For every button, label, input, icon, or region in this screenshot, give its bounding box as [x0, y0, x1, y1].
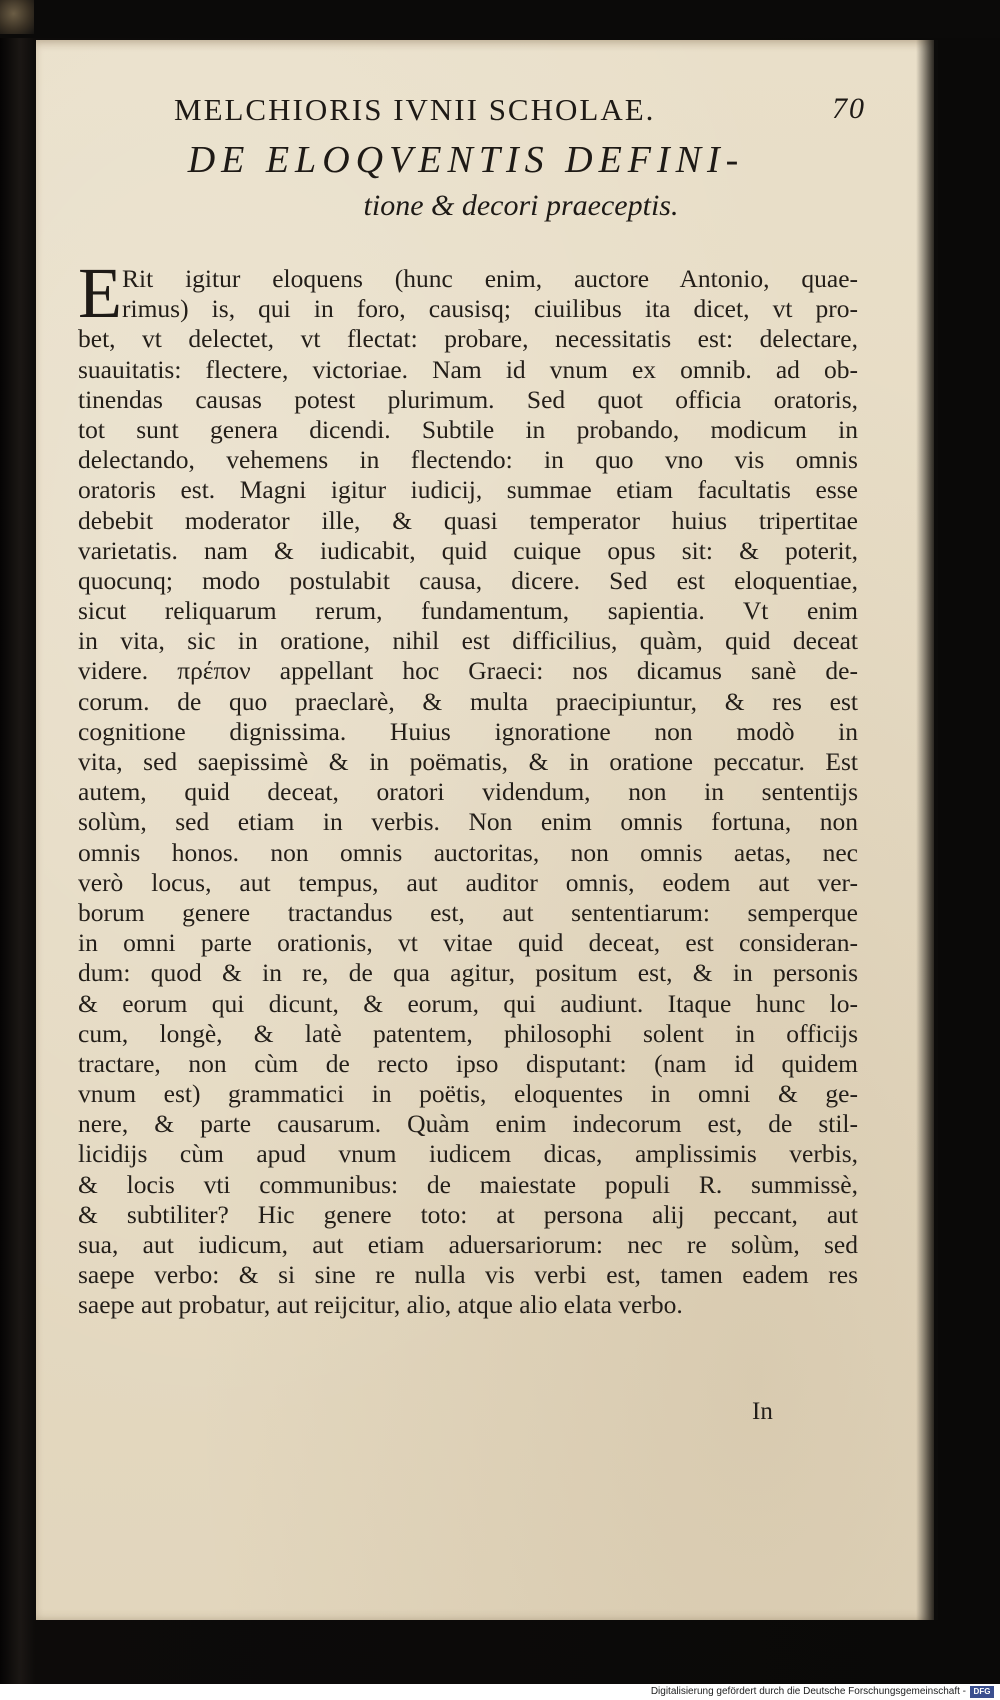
text-line: videre. πρέπον appellant hoc Graeci: nos dicamus sanè de- [78, 656, 858, 686]
text-line: Rit igitur eloquens (hunc enim, auctore Antonio, quae- [122, 264, 858, 293]
text-line: saepe verbo: & si sine re nulla vis verbi est, tamen eadem res [78, 1260, 858, 1290]
text-line: sicut reliquarum rerum, fundamentum, sapientia. Vt enim [78, 596, 858, 626]
text-line: bet, vt delectet, vt flectat: probare, necessitatis est: delectare, [78, 324, 858, 354]
text-line: verò locus, aut tempus, aut auditor omnis, eodem aut ver- [78, 867, 858, 897]
text-line: autem, quid deceat, oratori videndum, non in sententijs [78, 777, 858, 807]
catchword: In [752, 1398, 773, 1425]
dfg-logo-icon: DFG [970, 1686, 994, 1698]
text-line: in omni parte orationis, vt vitae quid deceat, est consideran- [78, 928, 858, 958]
text-line: rimus) is, qui in foro, causisq; ciuilibus ita dicet, vt pro- [122, 294, 858, 324]
book-page [36, 40, 934, 1620]
text-line: delectando, vehemens in flectendo: in quo vno vis omnis [78, 445, 858, 475]
text-line: cum, longè, & latè patentem, philosophi solent in officijs [78, 1018, 858, 1048]
page-number: 70 [832, 92, 866, 125]
text-line: in vita, sic in oratione, nihil est difficilius, quàm, quid deceat [78, 626, 858, 656]
text-line: tot sunt genera dicendi. Subtile in probando, modicum in [78, 414, 858, 444]
body-text [78, 253, 858, 1321]
text-line: borum genere tractandus est, aut sententiarum: semperque [78, 897, 858, 927]
text-line: & eorum qui dicunt, & eorum, qui audiunt. Itaque hunc lo- [78, 988, 858, 1018]
text-line: & locis vti communibus: de maiestate populi R. summissè, [78, 1169, 858, 1199]
text-line: cognitione dignissima. Huius ignoratione non modò in [78, 716, 858, 746]
digitization-credit: Digitalisierung gefördert durch die Deutsche Forschungsgemeinschaft - [650, 1686, 966, 1697]
text-line: dum: quod & in re, de qua agitur, positum est, & in personis [78, 958, 858, 988]
text-line: vnum est) grammatici in poëtis, eloquentes in omni & ge- [78, 1079, 858, 1109]
drop-capital: E [78, 253, 122, 333]
running-title: MELCHIORIS IVNII SCHOLAE. [174, 92, 656, 127]
text-line: suauitatis: flectere, victoriae. Nam id vnum ex omnib. ad ob- [78, 354, 858, 384]
text-line: solùm, sed etiam in verbis. Non enim omnis fortuna, non [78, 807, 858, 837]
text-line: saepe aut probatur, aut reijcitur, alio, atque alio elata verbo. [78, 1290, 683, 1320]
text-line: oratoris est. Magni igitur iudicij, summae etiam facultatis esse [78, 475, 858, 505]
chapter-title [86, 135, 846, 227]
text-line: tractare, non cùm de recto ipso disputant: (nam id quidem [78, 1048, 858, 1078]
text-line: licidijs cùm apud vnum iudicem dicas, amplissimis verbis, [78, 1139, 858, 1169]
text-line: tinendas causas potest plurimum. Sed quot officia oratoris, [78, 384, 858, 414]
text-line: sua, aut iudicum, aut etiam aduersariorum: nec re solùm, sed [78, 1230, 858, 1259]
running-head [146, 88, 866, 136]
footer-bar [0, 1684, 1000, 1700]
text-line: corum. de quo praeclarè, & multa praecipiuntur, & res est [78, 686, 858, 716]
text-line: omnis honos. non omnis auctoritas, non omnis aetas, nec [78, 837, 858, 867]
page-edge-shadow [916, 40, 938, 1620]
text-line: & subtiliter? Hic genere toto: at persona alij peccant, aut [78, 1199, 858, 1229]
text-line: quocunq; modo postulabit causa, dicere. Sed est eloquentiae, [78, 565, 858, 595]
corner-mark [0, 0, 34, 34]
text-line: varietatis. nam & iudicabit, quid cuique opus sit: & poterit, [78, 535, 858, 565]
text-line: vita, sed saepissimè & in poëmatis, & in oratione peccatur. Est [78, 747, 858, 776]
top-edge [0, 0, 1000, 38]
chapter-title-line-2: tione & decori praeceptis. [363, 189, 679, 222]
text-line: nere, & parte causarum. Quàm enim indecorum est, de stil- [78, 1109, 858, 1139]
text-line: debebit moderator ille, & quasi temperator huius tripertitae [78, 505, 858, 535]
chapter-title-line-1: DE ELOQVENTIS DEFINI- [187, 139, 745, 181]
